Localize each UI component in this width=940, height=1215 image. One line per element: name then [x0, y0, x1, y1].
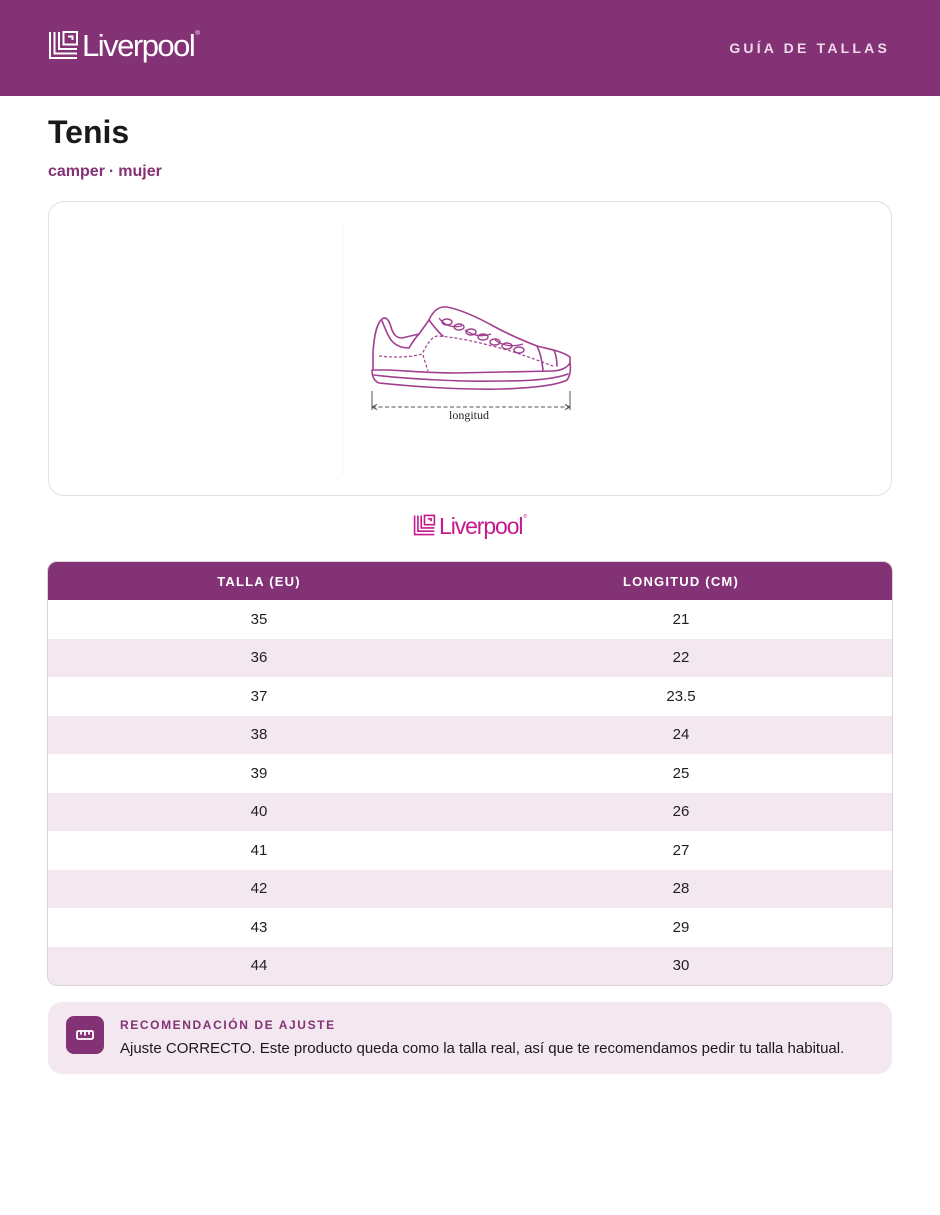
size-cell: 41	[250, 841, 268, 859]
registered-mark: ®	[523, 514, 528, 520]
column-header-size: TALLA (EU)	[217, 573, 301, 589]
table-row	[48, 947, 892, 986]
table-row	[48, 600, 892, 639]
length-cell: 21	[672, 610, 690, 628]
fit-recommendation-text: Ajuste CORRECTO. Este producto queda como la talla real, así que te recomendamos pedir tu talla habitual.	[120, 1040, 845, 1057]
liverpool-logo-icon	[48, 30, 79, 60]
liverpool-wordmark: Liverpool	[439, 513, 523, 539]
size-table	[47, 561, 893, 986]
length-cell: 28	[672, 880, 690, 898]
page-title: Tenis	[48, 114, 130, 150]
table-row	[48, 639, 892, 678]
size-table-header	[48, 562, 892, 600]
product-brand: camper	[48, 163, 105, 180]
product-subtitle	[48, 163, 162, 181]
length-cell: 23.5	[666, 687, 696, 705]
size-cell: 44	[250, 957, 268, 975]
table-row	[48, 716, 892, 755]
table-row	[48, 908, 892, 947]
product-illustration-card	[48, 201, 892, 496]
sneaker-outline-icon	[367, 300, 627, 415]
size-cell: 42	[250, 880, 268, 898]
liverpool-logo-icon	[413, 514, 436, 536]
table-row	[48, 793, 892, 832]
ruler-icon	[66, 1016, 104, 1054]
subtitle-separator: ·	[108, 163, 115, 180]
liverpool-brand-logo	[413, 514, 527, 540]
length-measure-label: longitud	[449, 408, 490, 422]
registered-mark: ®	[195, 31, 200, 37]
length-cell: 30	[672, 957, 690, 975]
liverpool-wordmark: Liverpool	[82, 28, 195, 63]
length-cell: 24	[672, 726, 690, 744]
length-cell: 22	[672, 649, 690, 667]
length-cell: 27	[672, 841, 690, 859]
size-cell: 43	[250, 918, 268, 936]
size-cell: 36	[250, 649, 268, 667]
column-header-length: LONGITUD (CM)	[623, 573, 739, 589]
liverpool-logo[interactable]	[48, 30, 200, 66]
fit-recommendation-card	[48, 1002, 892, 1074]
size-cell: 38	[250, 726, 268, 744]
size-cell: 39	[250, 764, 268, 782]
size-cell: 40	[250, 803, 268, 821]
table-row	[48, 870, 892, 909]
length-cell: 26	[672, 803, 690, 821]
size-guide-title: GUÍA DE TALLAS	[729, 40, 890, 56]
length-cell: 29	[672, 918, 690, 936]
length-cell: 25	[672, 764, 690, 782]
product-gender: mujer	[118, 163, 162, 180]
table-row	[48, 831, 892, 870]
table-row	[48, 677, 892, 716]
top-bar	[0, 0, 940, 96]
size-cell: 35	[250, 610, 268, 628]
size-table-body	[48, 600, 892, 985]
size-cell: 37	[250, 687, 268, 705]
fit-recommendation-title: RECOMENDACIÓN DE AJUSTE	[120, 1018, 336, 1032]
table-row	[48, 754, 892, 793]
